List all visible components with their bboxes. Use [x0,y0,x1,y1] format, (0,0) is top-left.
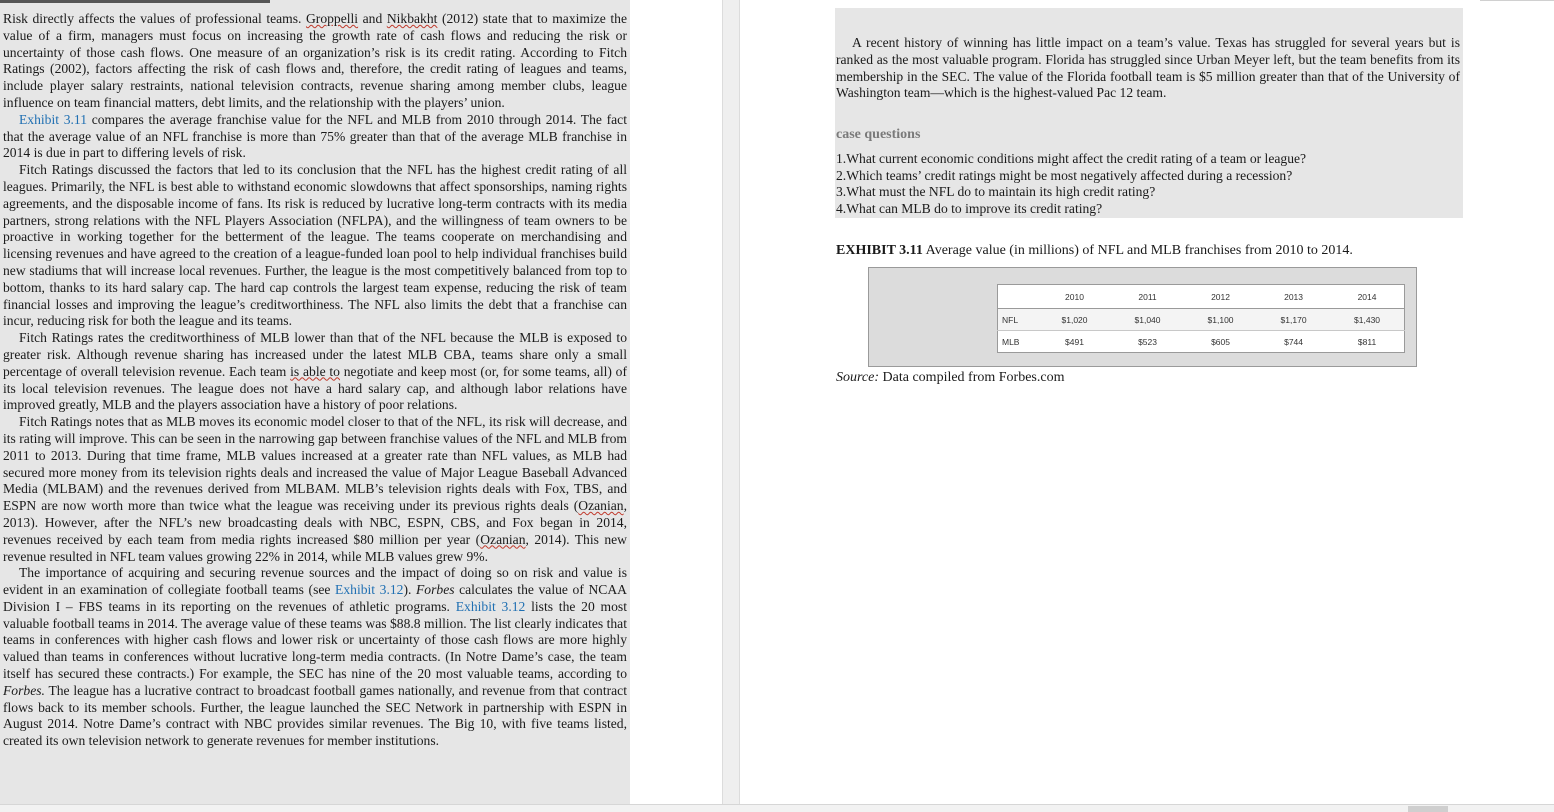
table-row [998,331,1405,353]
italic-text: Forbes. [3,682,45,698]
table-cell: $811 [1357,336,1377,347]
table-cell: $1,020 [1038,309,1111,331]
question-item: 2.Which teams’ credit ratings might be most negatively affected during a recession? [836,167,1293,183]
exhibit-table-frame [868,267,1417,367]
question-item: 4.What can MLB do to improve its credit rating? [836,200,1103,216]
table-cell: $1,040 [1111,309,1184,331]
misspelled-word[interactable]: Nikbakht [386,11,438,26]
misspelled-word[interactable]: Ozanian [578,498,624,514]
case-paragraph: A recent history of winning has little impact on a team’s value. Texas has struggled for several years but is ranked as the most valuable program. Florida has struggled since Urban Meyer left, but the team benefits from its membership in the SEC. The value of the Florida football team is $5 million greater than that of the University of Washington team—which is the highest-valued Pac 12 team. [836,35,1460,101]
horizontal-scrollbar[interactable] [0,804,1554,812]
paragraph [3,565,627,750]
text-run: Fitch Ratings notes that as MLB moves its economic model closer to that of the NFL, its risk will decrease, and its rating will improve. This can be seen in the narrowing gap between franchise values of the NFL and MLB from 2011 to 2013. During that time frame, MLB values increased at a greater rate than NFL values, as MLB had secured more money from its television rights deals and increased the value of Major League Baseball Advanced Media (MLBAM) and the revenues derived from MLBAM. MLB’s television rights deals with Fox, TBS, and ESPN are now worth more than twice what the league was receiving under its previous rights deals ( [3,414,627,514]
table-header-year: 2010 [1038,285,1111,309]
exhibit-link[interactable]: Exhibit 3.12 [335,582,404,598]
question-item: 1.What current economic conditions might affect the credit rating of a team or league? [836,151,1307,166]
exhibit-label: EXHIBIT 3.11 [836,243,923,258]
source-label: Source: [836,370,880,385]
page-top-border [1480,0,1554,4]
exhibit-link[interactable]: Exhibit 3.11 [19,111,88,127]
exhibit-caption-text: Average value (in millions) of NFL and MLB franchises from 2010 to 2014. [922,243,1353,258]
right-document-page [740,0,1554,812]
text-run: calculates the value of NCAA Division I – FBS teams in its reporting on the revenues of athletic programs. [3,582,627,614]
text-run: ). [403,582,416,598]
text-run: The league has a lucrative contract to broadcast football games nationally, and revenue from that contract flows back to its member schools. Further, the league launched the SEC Network in partnership with ESPN in August 2014. Notre Dame’s contract with NBC provides similar revenues. The Big 10, with five teams listed, created its own television network to generate revenues for member institutions. [3,682,627,749]
misspelled-word[interactable]: Ozanian [480,531,526,547]
text-run: negotiate and keep most (or, for some teams, all) of its local television revenues. The league does not have a hard salary cap, and although labor relations have improved greatly, MLB and the players association have a history of poor relations. [3,363,627,413]
table-cell: $523 [1138,336,1157,347]
left-document-page [0,0,630,804]
table-cell: $491 [1065,336,1084,347]
running-header-cut [0,0,270,6]
table-cell: $1,100 [1184,309,1257,331]
text-run: , 2014). This new revenue resulted in NFL team values growing 22% in 2014, while MLB values grew 9%. [3,531,628,564]
table-header-row [998,285,1405,309]
franchise-value-table [997,284,1405,353]
table-cell: $744 [1284,336,1304,347]
source-text: Data compiled from Forbes.com [879,370,1065,385]
table-row [998,309,1405,331]
page-gap [630,0,724,812]
table-cell: $1,170 [1257,309,1330,331]
text-run: Fitch Ratings rates the creditworthiness of MLB lower than that of the NFL because the MLB is exposed to greater risk. Although revenue sharing has increased under the latest MLB CBA, teams share only a small percentage of overall television revenue. Each team [3,330,627,379]
italic-text: Forbes [416,582,455,598]
table-cell: $1,430 [1330,309,1404,331]
paragraph [3,330,627,414]
paragraph [3,162,627,330]
text-run: and [358,11,387,26]
table-header-year: 2013 [1257,285,1330,309]
question-item: 3.What must the NFL do to maintain its high credit rating? [836,184,1156,200]
text-run: The importance of acquiring and securing revenue sources and the impact of doing so on risk and value is evident in an examination of collegiate football teams (see [3,565,627,598]
misspelled-word[interactable]: is able to [290,363,340,379]
case-questions-list [836,151,1456,217]
text-run: compares the average franchise value for the NFL and MLB from 2010 through 2014. The fact that the average value of an NFL franchise is more than 75% greater than that of the average MLB franchise in 2014 is due in part to differing levels of risk. [3,111,627,161]
text-run: Risk directly affects the values of professional teams. [3,11,306,26]
table-header-year: 2011 [1111,285,1184,309]
table-header-blank [998,285,1039,309]
body-text [3,11,627,750]
misspelled-word[interactable]: Groppelli [305,11,359,26]
scrollbar-thumb[interactable] [1408,806,1448,812]
paragraph [3,11,627,112]
paragraph [3,112,627,162]
table-cell: $605 [1211,336,1230,347]
row-label: NFL [998,309,1039,331]
text-run: lists the 20 most valuable football teams in 2014. The average value of these teams was $88.8 million. The list clearly indicates that teams in conferences with higher cash flows and lower risk or uncertainty of those cash flows are more highly valued than teams in conferences without lucrative long-term media contracts. (In Notre Dame’s case, the team itself has secured these contracts.) For example, the SEC has nine of the 20 most valuable teams, according to [3,598,627,682]
text-run: (2012) state that to maximize the value of a firm, managers must focus on increasing the growth rate of cash flows and reducing the risk or uncertainty of those cash flows. One measure of an organization’s risk is its credit rating. According to Fitch Ratings (2002), factors affecting the risk of cash flows and, therefore, the credit rating of leagues and teams, include player salary restraints, national television contracts, revenue sharing among member clubs, league influence on team financial matters, debt limits, and the relationship with the players’ union. [3,11,627,110]
row-label: MLB [1002,336,1020,347]
table-header-year: 2014 [1330,285,1404,309]
page-divider[interactable] [722,0,740,812]
table-header-year: 2012 [1184,285,1257,309]
exhibit-link[interactable]: Exhibit 3.12 [455,598,526,614]
source-note [836,370,1064,386]
case-questions-heading: case questions [836,127,921,142]
text-run: Fitch Ratings discussed the factors that led to its conclusion that the NFL has the highest credit rating of all leagues. Primarily, the NFL is best able to withstand economic slowdowns that affect sponsorships, naming rights agreements, and the disposable income of fans. Its risk is reduced by lucrative long-term contracts with its media partners, strong relations with the NFL Players Association (NFLPA), and the willingness of team owners to be proactive in working together for the betterment of the league. The teams cooperate on merchandising and licensing revenues and have agreed to the creation of a league-funded loan pool to help individual franchises build new stadiums that will increase local revenues. Further, the league is the most competitively balanced from top to bottom, thanks to its hard salary cap. The hard cap controls the largest team expense, reducing the risk of team financial losses and improving the league’s creditworthiness. The NFL also limits the debt that a franchise can incur, reducing risk for both the league and its teams. [3,162,627,329]
paragraph [3,414,627,565]
text-run: , 2013). However, after the NFL’s new broadcasting deals with NBC, ESPN, CBS, and Fox began in 2014, revenues received by each team from media rights increased $80 million per year ( [3,498,627,547]
exhibit-caption [836,243,1353,259]
